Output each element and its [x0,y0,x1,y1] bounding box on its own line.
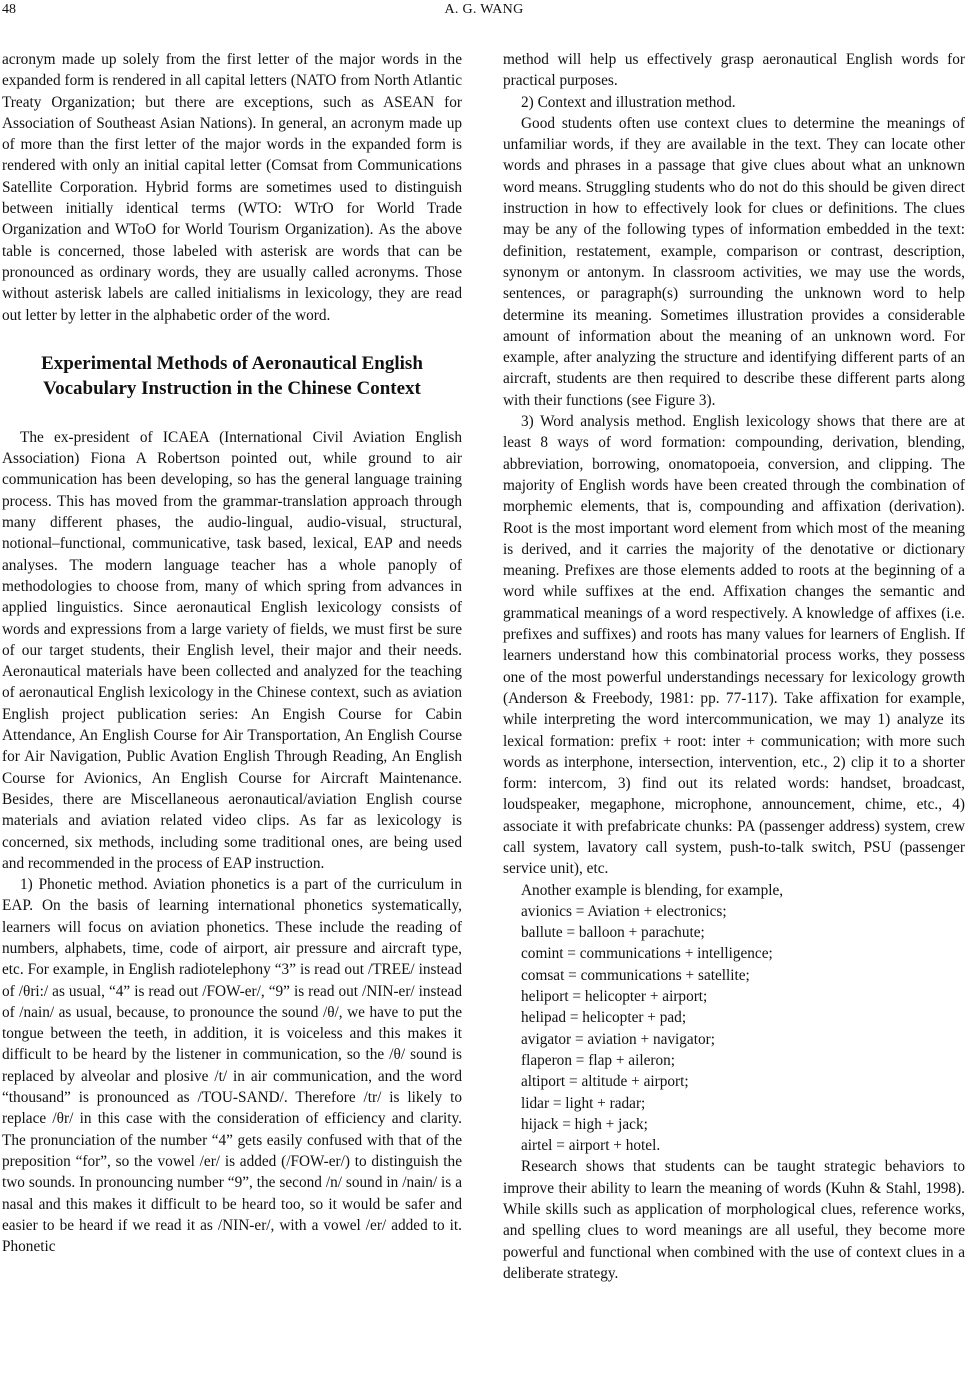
list-item: lidar = light + radar; [521,1094,646,1112]
right-column [503,49,965,1284]
list-item: hijack = high + jack; [521,1115,648,1133]
page-number: 48 [2,2,16,17]
page-header [0,0,968,24]
paragraph-context-title: 2) Context and illustration method. [521,93,736,111]
list-item: flaperon = flap + aileron; [521,1051,676,1069]
section-heading: Experimental Methods of Aeronautical English Vocabulary Instruction in the Chinese Context [41,352,423,399]
list-item: comint = communications + intelligence; [521,945,773,963]
list-item: altiport = altitude + airport; [521,1073,689,1091]
list-item: ballute = balloon + parachute; [521,924,705,942]
running-head: A. G. WANG [444,2,524,17]
list-item: avigator = aviation + navigator; [521,1030,715,1048]
list-item: heliport = helicopter + airport; [521,988,708,1006]
paragraph-word-analysis: 3) Word analysis method. English lexicology shows that there are at least 8 ways of word formation: compounding, derivation, blending, abbreviation, borrowing, onomatopoeia, conversion, and clipping. The majority of English words have been created through the combination of morphemic elements, that is, compounding and affixation (derivation). Root is the most important word element from which most of the meaning is derived, and it carries the majority of the denotative or dictionary meaning. Prefixes are those elements added to roots at the beginning of a word while suffixes at the end. Affixation changes the semantic and grammatical meanings of a word respectively. A knowledge of affixes (i.e. prefixes and suffixes) and roots has many values for learners of English. If learners understand how this combinatorial process works, they possess one of the most powerful understandings necessary for lexicology growth (Anderson & Freebody, 1981: pp. 77-117). Take affixation for example, while interpreting the word intercommunication, we may 1) analyze its lexical formation: prefix + root: inter + communication; with more such words as interphone, intersection, intervention, etc., 2) clip it to a shorter form: intercom, 3) find out its related words: handset, broadcast, loudspeaker, megaphone, microphone, announcement, chime, etc., 4) associate it with prefabricate chunks: PA (passenger address) system, crew call system, lavatory call system, push-to-talk switch, PSU (passenger service unit), etc. [503,413,965,878]
left-column [2,49,462,1257]
list-item: avionics = Aviation + electronics; [521,902,727,920]
list-item: comsat = communications + satellite; [521,966,750,984]
paragraph-research: Research shows that students can be taught strategic behaviors to improve their ability to learn the meaning of words (Kuhn & Stahl, 1998). While skills such as application of morphological clues, reference works, and spelling clues to word meanings are all useful, they become more powerful and functional when combined with the use of context clues in a deliberate strategy. [503,1158,965,1282]
paragraph-phonetic-continued: method will help us effectively grasp aeronautical English words for practical purposes. [503,51,965,90]
paragraph-robertson: The ex-president of ICAEA (International Civil Aviation English Association) Fiona A Robertson pointed out, while ground to air communication has been developing, so has the general language training process. This has moved from the grammar-translation approach through many different phases, the audio-lingual, audio-visual, structural, notional–functional, communicative, task based, lexical, EAP and needs analyses. The modern language teacher has a whole panoply of methodologies to choose from, many of which spring from advances in applied linguistics. Since aeronautical English lexicology consists of words and expressions from a large variety of fields, we must first be sure of our target students, their English level, their major and their needs. Aeronautical materials have been collected and analyzed for the teaching of aeronautical English lexicology in the Chinese context, such as aviation English project publication series: An Engish Course for Cabin Attendance, An English Course for Air Transportation, An English Course for Air Navigation, Public Avation English Through Reading, An English Course for Avionics, An English Course for Aircraft Maintenance. Besides, there are Miscellaneous aeronautical/aviation English course materials and aviation related video clips. As far as lexicology is concerned, six methods, including some traditional ones, are being used and recommended in the process of EAP instruction. [2,428,462,872]
paragraph-phonetic-method: 1) Phonetic method. Aviation phonetics is a part of the curriculum in EAP. On the basis of learning international phonetics systematically, learners will focus on aviation phonetics. These include the reading of numbers, alphabets, time, code of airport, air pressure and aircraft type, etc. For example, in English radiotelephony “3” is read out /TREE/ instead of /θri:/ as usual, “4” is read out /FOW-er/, “9” is read out /NIN-er/ instead of /nain/ as usual, because, to pronounce the sound /θ/, we have to put the tongue between the teeth, in addition, it is voiceless and this makes it difficult to be heard by the listener in communication, so the /θ/ sound is replaced by alveolar and plosive /t/ in air communication, and the word “thousand” is pronounced as /TOU-SAND/. Therefore /tr/ is likely to replace /θr/ in this case with the consideration of efficiency and clarity. The pronunciation of the number “4” gets easily confused with that of the preposition “for”, so the vowel /er/ is added (/FOW-er/) to distinguish the two sounds. In pronouncing number “9”, the second /n/ sound in /nain/ is a nasal and this makes it difficult to be heard too, so it would be safer and easier to be heard if we read it as /NIN-er/, with a vowel /er/ added to it. Phonetic [2,876,462,1256]
list-item: airtel = airport + hotel. [521,1137,661,1155]
list-item: helipad = helicopter + pad; [521,1009,687,1027]
paragraph-acronym-intro: acronym made up solely from the first letter of the major words in the expanded form is rendered in all capital letters (NATO from North Atlantic Treaty Organization; but there are exceptions, such as ASEAN for Association of Southeast Asian Nations). In general, an acronym made up of more than the first letter of the major words in the expanded form is rendered with only an initial capital letter (Comsat from Communications Satellite Corporation. Hybrid forms are sometimes used to distinguish between initially identical terms (WTO: WTrO for World Trade Organization and WToO for World Tourism Organization). As the above table is concerned, those labeled with asterisk are words that can be pronounced as ordinary words, they are usually called acronyms. Those without asterisk labels are called initialisms in lexicology, they are read out letter by letter in the alphabetic order of the word. [2,51,462,324]
paragraph-blending-intro: Another example is blending, for example, [521,881,784,899]
paragraph-context-method: Good students often use context clues to determine the meanings of unfamiliar words, if they are available in the text. They can locate other words and phrases in a passage that give clues about what an unknown word means. Struggling students who do not do this should be given direct instruction in how to effectively look for clues or definitions. The clues may be any of the following types of information embedded in the text: definition, restatement, example, comparison or contrast, description, synonym or antonym. In classroom activities, we may use the words, sentences, or paragraph(s) surrounding the unknown word to help determine its meaning. Sometimes illustration provides a considerable amount of information about the meaning of an unknown word. For example, after analyzing the structure and identifying different parts of an aircraft, students are then required to describe these different parts along with their functions (see Figure 3). [503,114,965,409]
